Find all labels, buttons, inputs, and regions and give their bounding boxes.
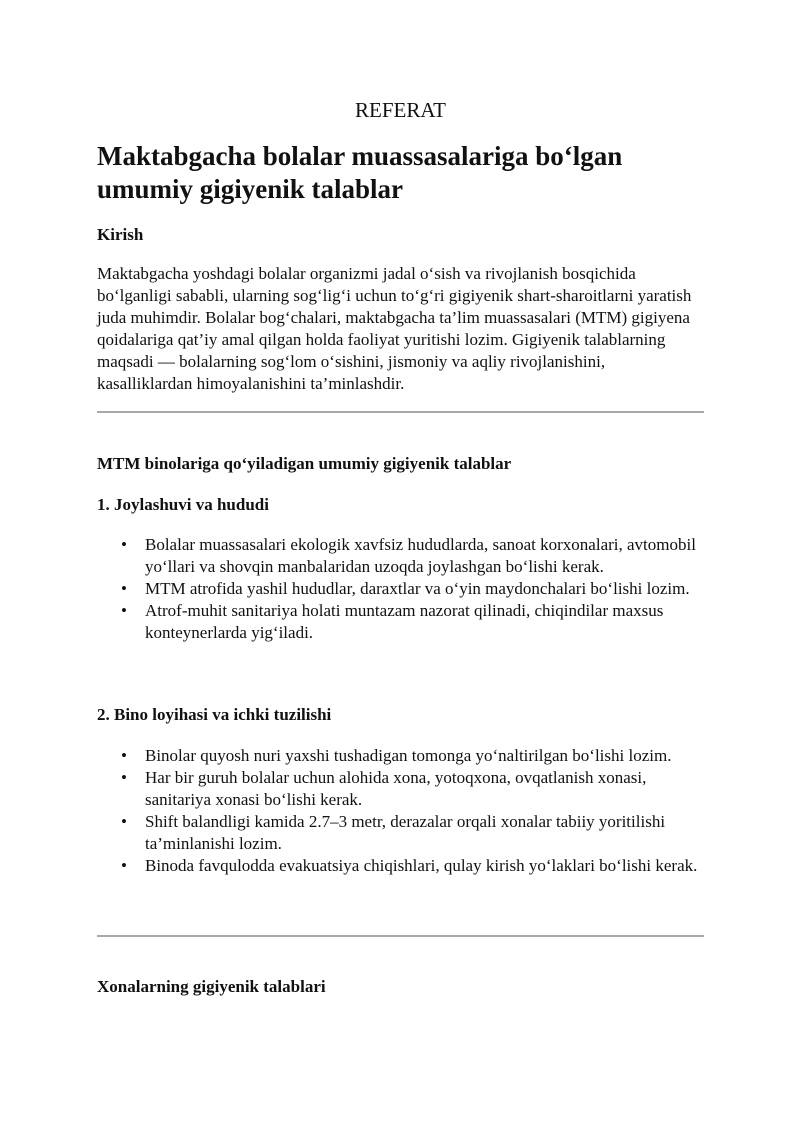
- bullet-icon: •: [121, 535, 127, 554]
- list-item-text: Shift balandligi kamida 2.7–3 metr, derazalar orqali xonalar tabiiy yoritilishi ta’minlanishi lozim.: [145, 812, 666, 853]
- list-item: [97, 767, 704, 811]
- building-requirements-list: [97, 745, 704, 877]
- list-item: [97, 578, 704, 600]
- list-item-text: Bolalar muassasalari ekologik xavfsiz hududlarda, sanoat korxonalari, avtomobil yo‘llari va shovqin manbalaridan uzoqda joylashgan bo‘lishi kerak.: [145, 535, 696, 576]
- bullet-icon: •: [121, 768, 127, 787]
- section-divider: [97, 935, 704, 937]
- bullet-icon: •: [121, 579, 127, 598]
- list-item-text: Har bir guruh bolalar uchun alohida xona, yotoqxona, ovqatlanish xonasi, sanitariya xonasi bo‘lishi kerak.: [145, 768, 647, 809]
- document-label: REFERAT: [354, 98, 446, 122]
- list-item-text: Binolar quyosh nuri yaxshi tushadigan tomonga yo‘naltirilgan bo‘lishi lozim.: [145, 746, 672, 765]
- intro-paragraph: Maktabgacha yoshdagi bolalar organizmi jadal o‘sish va rivojlanish bosqichida bo‘lganligi sababli, ularning sog‘lig‘i uchun to‘g‘ri gigiyenik shart-sharoitlarni yaratish juda muhimdir. Bolalar bog‘chalari, maktabgacha ta’lim muassasalari (MTM) gigiyena qoidalariga qat’iy amal qilgan holda faoliyat yuritishi lozim. Gigiyenik talablarning maqsadi — bolalarning sog‘lom o‘sishini, jismoniy va aqliy rivojlanishini, kasalliklardan himoyalanishini ta’minlashdir.: [97, 264, 692, 393]
- location-requirements-list: [97, 534, 704, 644]
- bullet-icon: •: [121, 856, 127, 875]
- bullet-icon: •: [121, 746, 127, 765]
- section-heading-mtm-requirements: MTM binolariga qo‘yiladigan umumiy gigiyenik talablar: [97, 454, 512, 473]
- list-item: [97, 855, 704, 877]
- document-title: Maktabgacha bolalar muassasalariga bo‘lgan umumiy gigiyenik talablar: [97, 141, 623, 204]
- list-item: [97, 534, 704, 578]
- intro-heading: Kirish: [97, 225, 144, 244]
- list-item: [97, 600, 704, 644]
- list-item-text: MTM atrofida yashil hududlar, daraxtlar va o‘yin maydonchalari bo‘lishi lozim.: [145, 579, 690, 598]
- list-item: [97, 811, 704, 855]
- bullet-icon: •: [121, 812, 127, 831]
- list-item-text: Atrof-muhit sanitariya holati muntazam nazorat qilinadi, chiqindilar maxsus konteynerlarda yig‘iladi.: [145, 601, 664, 642]
- subsection-heading-building: 2. Bino loyihasi va ichki tuzilishi: [97, 705, 332, 724]
- list-item: [97, 745, 704, 767]
- list-item-text: Binoda favqulodda evakuatsiya chiqishlari, qulay kirish yo‘laklari bo‘lishi kerak.: [145, 856, 698, 875]
- bullet-icon: •: [121, 601, 127, 620]
- subsection-heading-location: 1. Joylashuvi va hududi: [97, 495, 269, 514]
- section-heading-room-requirements: Xonalarning gigiyenik talablari: [97, 977, 326, 996]
- section-divider: [97, 411, 704, 413]
